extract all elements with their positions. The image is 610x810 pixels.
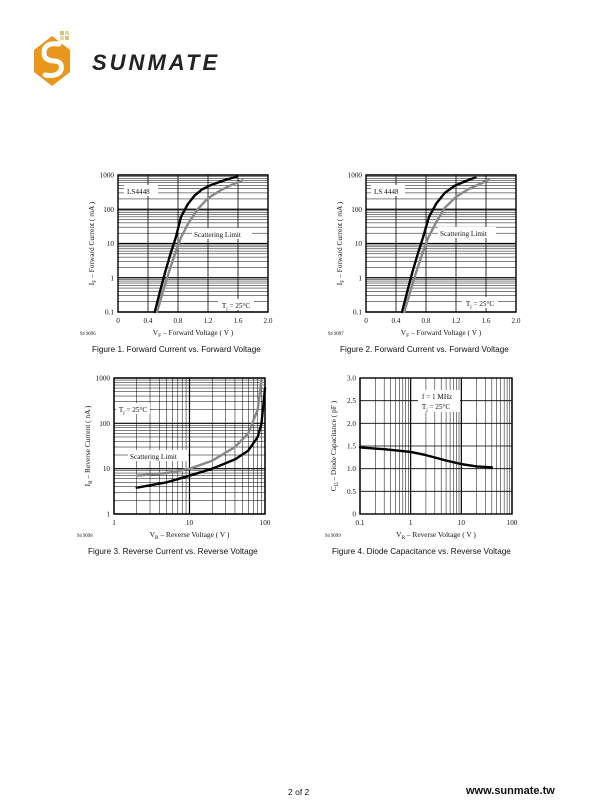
- y-tick-label: 1000: [95, 374, 110, 383]
- y-tick-label: 1: [106, 510, 110, 519]
- x-tick-label: 0: [364, 317, 368, 325]
- y-tick-label: 0.1: [105, 308, 114, 317]
- x-axis-label: $V_R$ – Reverse Voltage ( V ): [149, 530, 230, 542]
- x-tick-label: 0.4: [143, 317, 153, 325]
- y-tick-label: 100: [351, 205, 362, 214]
- x-tick-label: 10: [185, 519, 194, 527]
- y-tick-label: 1.0: [347, 465, 356, 474]
- figure-code: 94 9099: [325, 534, 341, 539]
- figure-1-chart: [70, 168, 290, 350]
- figure-4-caption: Figure 4. Diode Capacitance vs. Reverse Voltage: [332, 547, 511, 556]
- y-tick-label: 10: [354, 240, 362, 248]
- logo-mark: [34, 31, 70, 86]
- temperature-label: $T_j = 25^\circ C$: [465, 300, 495, 311]
- figure-3-caption: Figure 3. Reverse Current vs. Reverse Voltage: [88, 547, 258, 556]
- y-tick-label: 1000: [99, 171, 114, 180]
- x-axis-label: $V_F$ – Forward Voltage ( V ): [152, 328, 234, 340]
- frequency-label: f = 1 MHz: [422, 393, 453, 401]
- footer-url[interactable]: www.sunmate.tw: [466, 785, 555, 797]
- x-tick-label: 1: [408, 519, 413, 527]
- x-tick-label: 1: [112, 519, 116, 527]
- y-axis-label: $I_F$ – Forward Current ( mA ): [335, 201, 347, 286]
- x-tick-label: 1.6: [233, 317, 243, 325]
- figure-2-caption: Figure 2. Forward Current vs. Forward Voltage: [340, 345, 509, 354]
- figure-code: 94 9097: [328, 332, 344, 337]
- x-tick-label: 0: [116, 317, 120, 325]
- page-number: 2 of 2: [288, 787, 310, 797]
- x-tick-label: 10: [457, 519, 465, 527]
- x-tick-label: 2.0: [511, 317, 521, 325]
- legend-label: LS 4448: [374, 188, 399, 196]
- y-tick-label: 1: [358, 274, 362, 283]
- scattering-limit-label: Scattering Limit: [194, 231, 241, 239]
- y-axis-label: $C_D$ – Diode Capacitance ( pF ): [329, 400, 341, 492]
- scattering-limit-label: Scattering Limit: [440, 230, 487, 238]
- figure-1-caption: Figure 1. Forward Current vs. Forward Voltage: [92, 345, 261, 354]
- figure-4-chart: [318, 372, 538, 548]
- y-tick-label: 100: [99, 419, 110, 428]
- y-tick-label: 0.5: [347, 487, 356, 496]
- y-tick-label: 0: [352, 510, 356, 519]
- x-tick-label: 0.1: [355, 519, 365, 527]
- figure-3-chart: [70, 372, 290, 548]
- x-axis-label: $V_R$ – Reverse Voltage ( V ): [396, 530, 476, 542]
- figure-2-chart: [318, 168, 538, 350]
- x-tick-label: 1.6: [481, 317, 491, 325]
- x-tick-label: 2.0: [263, 317, 273, 325]
- x-tick-label: 0.4: [391, 317, 401, 325]
- x-tick-label: 1.2: [451, 317, 461, 325]
- legend-label: LS4448: [127, 188, 150, 196]
- temperature-label: $T_j = 25^\circ C$: [421, 403, 451, 414]
- y-tick-label: 2.5: [347, 397, 356, 406]
- figure-code: 94 9098: [77, 534, 93, 539]
- y-tick-label: 1: [110, 274, 114, 283]
- temperature-label: $T_j = 25^\circ C$: [118, 406, 148, 417]
- y-tick-label: 10: [102, 465, 110, 474]
- scattering-limit-label: Scattering Limit: [130, 453, 177, 461]
- sunmate-logo: [30, 28, 220, 88]
- logo-wordmark: SUNMATE: [92, 50, 220, 75]
- y-tick-label: 10: [106, 240, 114, 248]
- x-tick-label: 0.8: [421, 317, 431, 325]
- figure-code: 94 9096: [80, 332, 96, 337]
- y-tick-label: 1000: [347, 171, 362, 180]
- x-axis-label: $V_F$ – Forward Voltage ( V ): [400, 328, 482, 340]
- y-tick-label: 1.5: [347, 442, 356, 451]
- x-tick-label: 100: [506, 519, 518, 527]
- x-tick-label: 100: [259, 519, 271, 527]
- y-tick-label: 3.0: [347, 374, 356, 383]
- x-tick-label: 0.8: [173, 317, 183, 325]
- y-tick-label: 2.0: [347, 419, 356, 428]
- temperature-label: $T_j = 25^\circ C$: [221, 302, 251, 313]
- y-tick-label: 100: [103, 205, 114, 214]
- y-axis-label: $I_R$ – Reverse Current ( nA ): [83, 405, 95, 487]
- y-tick-label: 0.1: [353, 308, 362, 317]
- x-tick-label: 1.2: [203, 317, 213, 325]
- y-axis-label: $I_F$ – Forward Current ( mA ): [87, 201, 99, 286]
